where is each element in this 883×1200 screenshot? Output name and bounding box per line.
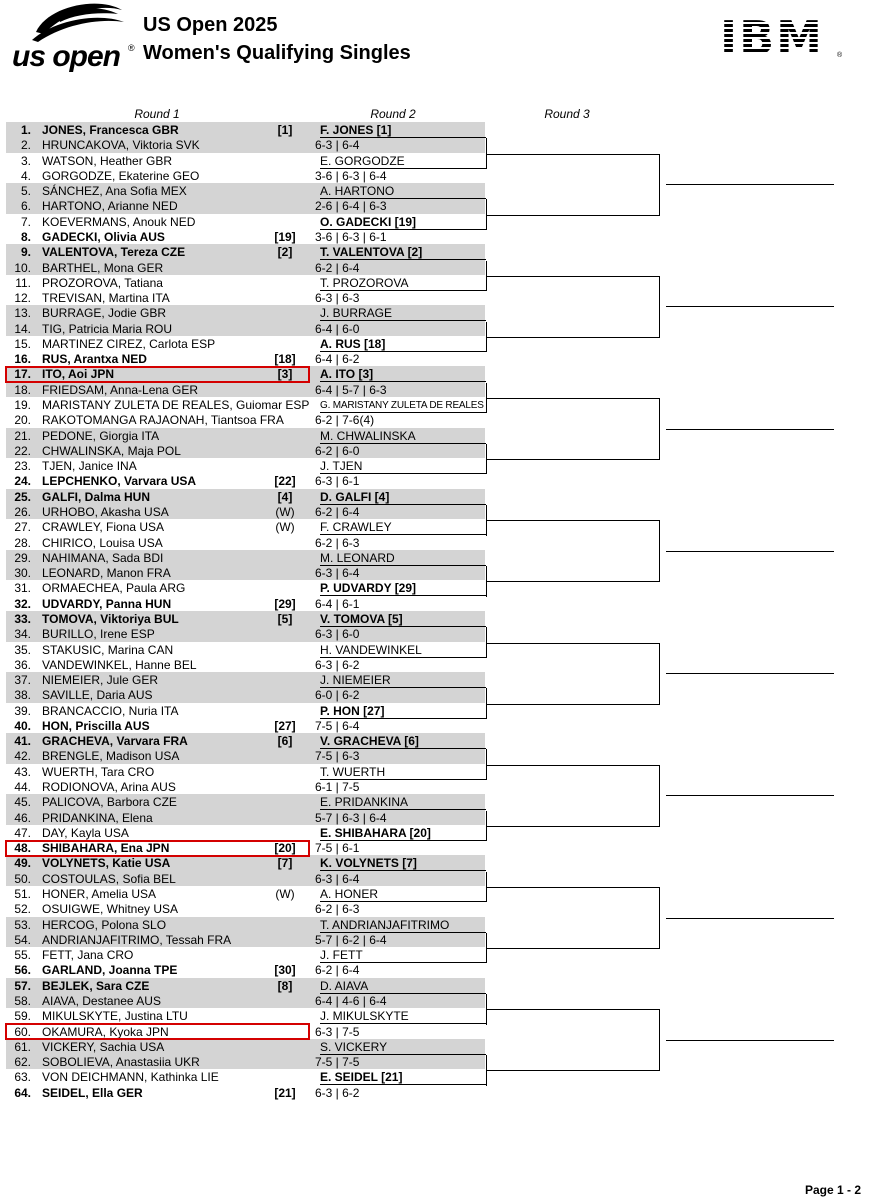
player-seed: [3]	[277, 367, 293, 382]
entry-number: 58.	[14, 993, 31, 1008]
round-2-winner: J. TJEN	[320, 460, 486, 474]
bracket-connector	[486, 704, 659, 705]
entry-number: 32.	[14, 596, 31, 611]
entry-number: 25.	[14, 489, 31, 504]
player-name: VANDEWINKEL, Hanne BEL	[42, 657, 197, 672]
entry-number: 26.	[14, 505, 31, 519]
bracket-connector	[486, 520, 659, 521]
round-2-winner: E. SEIDEL [21]	[320, 1071, 486, 1085]
player-seed: [4]	[277, 489, 293, 504]
player-name: UDVARDY, Panna HUN	[42, 596, 172, 611]
entry-number: 16.	[14, 352, 31, 367]
page-number: Page 1 - 2	[805, 1183, 862, 1197]
entry-number: 27.	[14, 520, 31, 535]
player-name: NAHIMANA, Sada BDI	[42, 550, 164, 565]
player-name: SOBOLIEVA, Anastasiia UKR	[42, 1055, 200, 1070]
round-2-score: 6-3 | 6-4	[315, 138, 360, 153]
round-2-winner: T. ANDRIANJAFITRIMO	[320, 919, 486, 933]
round-2-score: 6-3 | 6-2	[315, 657, 360, 672]
entry-number: 52.	[14, 902, 31, 917]
player-name: HONER, Amelia USA	[42, 887, 157, 901]
round-2-score: 6-1 | 7-5	[315, 780, 360, 795]
round-2-winner: J. MIKULSKYTE	[320, 1010, 486, 1024]
bracket-connector	[486, 337, 659, 338]
round-2-winner: M. LEONARD	[320, 552, 486, 566]
player-name: SEIDEL, Ella GER	[42, 1085, 143, 1100]
bracket-connector	[486, 154, 659, 155]
round-3-slot	[666, 1026, 834, 1041]
round-2-winner: E. GORGODZE	[320, 155, 486, 169]
player-name: OSUIGWE, Whitney USA	[42, 902, 179, 917]
entry-number: 24.	[14, 474, 31, 489]
round-2-score: 6-0 | 6-2	[315, 688, 360, 703]
player-seed: [1]	[277, 123, 293, 137]
entry-number: 23.	[14, 459, 31, 474]
round-3-header: Round 3	[544, 107, 590, 121]
round-2-score: 6-2 | 6-4	[315, 505, 360, 519]
entry-number: 10.	[14, 260, 31, 275]
round-2-score: 6-2 | 6-4	[315, 963, 360, 978]
player-name: CHIRICO, Louisa USA	[42, 535, 163, 550]
entry-number: 15.	[14, 336, 31, 351]
entry-number: 41.	[14, 734, 31, 749]
bracket-connector	[659, 276, 660, 338]
highlight-box	[5, 840, 310, 857]
round-2-score: 6-3 | 6-4	[315, 566, 360, 581]
entry-number: 9.	[20, 245, 31, 260]
player-name: PALICOVA, Barbora CZE	[42, 795, 177, 810]
bracket-connector	[486, 1070, 659, 1071]
player-name: WATSON, Heather GBR	[42, 153, 173, 168]
entry-number: 13.	[14, 306, 31, 321]
round-2-score: 7-5 | 6-1	[315, 841, 360, 856]
player-name: PEDONE, Giorgia ITA	[42, 428, 160, 443]
round-2-winner: P. HON [27]	[320, 705, 486, 719]
entry-number: 46.	[14, 810, 31, 825]
player-seed: [8]	[277, 978, 293, 993]
entry-number: 44.	[14, 780, 31, 795]
player-name: BURILLO, Irene ESP	[42, 627, 155, 642]
player-name: OKAMURA, Kyoka JPN	[42, 1024, 169, 1039]
sponsor-wordmark: IBM	[720, 14, 845, 62]
player-name: BRENGLE, Madison USA	[42, 749, 180, 764]
entry-number: 8.	[20, 229, 31, 244]
player-name: NIEMEIER, Jule GER	[42, 673, 159, 688]
round-2-score: 6-2 | 6-3	[315, 535, 360, 550]
player-seed: [6]	[277, 734, 293, 749]
entry-number: 37.	[14, 673, 31, 688]
entry-number: 45.	[14, 795, 31, 810]
player-name: GRACHEVA, Varvara FRA	[42, 734, 188, 749]
bracket-connector	[486, 398, 659, 399]
bracket-connector	[659, 1009, 660, 1071]
player-name: URHOBO, Akasha USA	[42, 505, 169, 519]
player-seed: (W)	[275, 505, 295, 519]
player-name: SÁNCHEZ, Ana Sofia MEX	[42, 184, 187, 199]
player-seed: [2]	[277, 245, 293, 260]
bracket-connector	[486, 459, 659, 460]
bracket-connector	[659, 154, 660, 216]
round-3-slot	[666, 904, 834, 919]
entry-number: 14.	[14, 321, 31, 336]
player-name: GALFI, Dalma HUN	[42, 489, 151, 504]
player-name: GARLAND, Joanna TPE	[42, 963, 178, 978]
player-name: FRIEDSAM, Anna-Lena GER	[42, 382, 199, 397]
round-2-score: 3-6 | 6-3 | 6-1	[315, 229, 387, 244]
player-name: HON, Priscilla AUS	[42, 718, 150, 733]
player-name: VOLYNETS, Katie USA	[42, 856, 171, 871]
player-seed: [7]	[277, 856, 293, 871]
player-name: TJEN, Janice INA	[42, 459, 137, 474]
logo-wordmark: us open	[12, 40, 121, 73]
player-name: ANDRIANJAFITRIMO, Tessah FRA	[42, 932, 232, 947]
player-name: SHIBAHARA, Ena JPN	[42, 841, 170, 856]
round-2-score: 6-2 | 6-3	[315, 902, 360, 917]
entry-number: 39.	[14, 703, 31, 718]
entry-number: 62.	[14, 1055, 31, 1070]
player-name: AIAVA, Destanee AUS	[42, 993, 161, 1008]
round-2-score: 6-4 | 4-6 | 6-4	[315, 993, 387, 1008]
entry-number: 50.	[14, 871, 31, 886]
event-title: Women's Qualifying Singles	[143, 42, 411, 64]
player-name: WUERTH, Tara CRO	[42, 764, 155, 779]
entry-number: 48.	[14, 841, 31, 856]
player-name: HRUNCAKOVA, Viktoria SVK	[42, 138, 200, 153]
entry-number: 6.	[20, 199, 31, 214]
round-2-score: 7-5 | 7-5	[315, 1055, 360, 1070]
round-2-winner: K. VOLYNETS [7]	[320, 857, 486, 871]
round-2-score: 6-3 | 6-2	[315, 1085, 360, 1100]
entry-number: 63.	[14, 1070, 31, 1085]
round-2-score: 6-4 | 6-0	[315, 321, 360, 336]
round-3-slot	[666, 292, 834, 307]
round-3-slot	[666, 170, 834, 185]
player-name: PRIDANKINA, Elena	[42, 810, 153, 825]
player-name: LEPCHENKO, Varvara USA	[42, 474, 197, 489]
round-2-winner: E. PRIDANKINA	[320, 796, 486, 810]
entry-number: 4.	[20, 168, 31, 183]
player-name: TOMOVA, Viktoriya BUL	[42, 611, 179, 626]
player-seed: [19]	[274, 229, 296, 244]
round-2-winner: H. VANDEWINKEL	[320, 644, 486, 658]
round-2-score: 6-3 | 6-0	[315, 627, 360, 642]
round-2-score: 7-5 | 6-3	[315, 749, 360, 764]
bracket-connector	[486, 887, 659, 888]
player-name: RODIONOVA, Arina AUS	[42, 780, 176, 795]
entry-number: 18.	[14, 382, 31, 397]
round-1-header: Round 1	[134, 107, 180, 121]
player-seed: [30]	[274, 963, 296, 978]
round-2-score: 5-7 | 6-2 | 6-4	[315, 932, 387, 947]
player-seed: [27]	[274, 718, 296, 733]
round-2-winner: A. ITO [3]	[320, 368, 486, 382]
entry-number: 1.	[20, 123, 31, 137]
tournament-title: US Open 2025	[143, 14, 278, 36]
round-2-score: 6-2 | 6-4	[315, 260, 360, 275]
entry-number: 54.	[14, 932, 31, 947]
round-3-slot	[666, 781, 834, 796]
entry-number: 49.	[14, 856, 31, 871]
bracket-connector	[659, 887, 660, 949]
player-name: FETT, Jana CRO	[42, 948, 134, 963]
player-name: BARTHEL, Mona GER	[42, 260, 164, 275]
entry-number: 31.	[14, 581, 31, 596]
entry-number: 3.	[20, 153, 31, 168]
round-2-winner: J. FETT	[320, 949, 486, 963]
round-2-winner: J. NIEMEIER	[320, 674, 486, 688]
round-2-winner: E. SHIBAHARA [20]	[320, 827, 486, 841]
player-seed: [5]	[277, 611, 293, 626]
entry-number: 53.	[14, 917, 31, 932]
entry-number: 29.	[14, 550, 31, 565]
entry-number: 61.	[14, 1039, 31, 1054]
round-2-winner: D. GALFI [4]	[320, 491, 486, 505]
player-name: HERCOG, Polona SLO	[42, 917, 167, 932]
round-2-winner: A. RUS [18]	[320, 338, 486, 352]
player-name: CHWALINSKA, Maja POL	[42, 443, 181, 458]
round-2-winner: D. AIAVA	[320, 980, 486, 994]
player-name: HARTONO, Arianne NED	[42, 199, 178, 214]
round-2-score: 3-6 | 6-3 | 6-4	[315, 168, 387, 183]
round-2-winner: T. PROZOROVA	[320, 277, 486, 291]
round-2-winner: A. HONER	[320, 888, 486, 902]
round-2-winner: F. CRAWLEY	[320, 521, 486, 535]
entry-number: 19.	[14, 398, 31, 413]
player-name: JONES, Francesca GBR	[42, 123, 179, 137]
entry-number: 12.	[14, 291, 31, 306]
entry-number: 20.	[14, 413, 31, 428]
round-2-score: 2-6 | 6-4 | 6-3	[315, 199, 387, 214]
bracket-connector	[486, 276, 659, 277]
entry-number: 43.	[14, 764, 31, 779]
bracket-connector	[659, 765, 660, 827]
round-2-score: 6-4 | 6-1	[315, 596, 360, 611]
player-name: LEONARD, Manon FRA	[42, 566, 171, 581]
entry-number: 34.	[14, 627, 31, 642]
round-2-winner: V. GRACHEVA [6]	[320, 735, 486, 749]
player-seed: (W)	[275, 887, 295, 901]
player-name: ORMAECHEA, Paula ARG	[42, 581, 186, 596]
player-name: BURRAGE, Jodie GBR	[42, 306, 167, 321]
entry-number: 42.	[14, 749, 31, 764]
entry-number: 33.	[14, 611, 31, 626]
round-2-winner: V. TOMOVA [5]	[320, 613, 486, 627]
round-2-score: 6-4 | 6-2	[315, 352, 360, 367]
player-seed: [22]	[274, 474, 296, 489]
round-2-score: 6-2 | 7-6(4)	[315, 413, 375, 428]
entry-number: 11.	[15, 275, 31, 290]
bracket-connector	[486, 826, 659, 827]
player-name: ITO, Aoi JPN	[42, 367, 115, 382]
entry-number: 51.	[14, 887, 31, 901]
round-2-score: 6-2 | 6-0	[315, 443, 360, 458]
player-name: MARISTANY ZULETA DE REALES, Guiomar ESP	[42, 398, 310, 413]
entry-number: 36.	[14, 657, 31, 672]
bracket-connector	[486, 948, 659, 949]
player-name: COSTOULAS, Sofia BEL	[42, 871, 176, 886]
player-name: TREVISAN, Martina ITA	[42, 291, 170, 306]
sponsor-registered-mark: ®	[837, 52, 843, 59]
bracket-connector	[486, 581, 659, 582]
player-name: GORGODZE, Ekaterine GEO	[42, 168, 200, 183]
player-name: BEJLEK, Sara CZE	[42, 978, 150, 993]
player-name: VALENTOVA, Tereza CZE	[42, 245, 186, 260]
entry-number: 35.	[14, 642, 31, 657]
round-2-winner: O. GADECKI [19]	[320, 216, 486, 230]
player-name: PROZOROVA, Tatiana	[42, 275, 163, 290]
player-name: KOEVERMANS, Anouk NED	[42, 214, 196, 229]
player-name: VICKERY, Sachia USA	[42, 1039, 165, 1054]
round-2-score: 6-3 | 6-3	[315, 291, 360, 306]
round-2-winner: G. MARISTANY ZULETA DE REALES	[320, 399, 486, 413]
bracket-connector	[659, 398, 660, 460]
entry-number: 7.	[20, 214, 31, 229]
player-name: GADECKI, Olivia AUS	[42, 229, 165, 244]
player-name: RUS, Arantxa NED	[42, 352, 147, 367]
player-name: MIKULSKYTE, Justina LTU	[42, 1009, 188, 1024]
entry-number: 40.	[14, 718, 31, 733]
entry-number: 5.	[20, 184, 31, 199]
round-2-winner: P. UDVARDY [29]	[320, 582, 486, 596]
round-2-winner: F. JONES [1]	[320, 124, 486, 138]
bracket-connector	[659, 643, 660, 705]
entry-number: 30.	[14, 566, 31, 581]
player-name: STAKUSIC, Marina CAN	[42, 642, 174, 657]
round-2-winner: T. WUERTH	[320, 766, 486, 780]
player-name: MARTINEZ CIREZ, Carlota ESP	[42, 336, 216, 351]
highlight-box	[5, 366, 310, 383]
round-2-score: 6-3 | 6-4	[315, 871, 360, 886]
round-2-score: 6-3 | 7-5	[315, 1024, 360, 1039]
bracket-connector	[486, 215, 659, 216]
player-name: RAKOTOMANGA RAJAONAH, Tiantsoa FRA	[42, 413, 284, 428]
round-2-winner: T. VALENTOVA [2]	[320, 246, 486, 260]
round-2-score: 5-7 | 6-3 | 6-4	[315, 810, 387, 825]
round-2-winner: S. VICKERY	[320, 1041, 486, 1055]
round-2-score: 7-5 | 6-4	[315, 718, 360, 733]
player-seed: (W)	[275, 520, 295, 535]
highlight-box	[5, 1023, 310, 1040]
player-name: CRAWLEY, Fiona USA	[42, 520, 165, 535]
entry-number: 57.	[14, 978, 31, 993]
bracket-connector	[659, 520, 660, 582]
round-2-score: 6-3 | 6-1	[315, 474, 360, 489]
entry-number: 64.	[14, 1085, 31, 1100]
round-2-winner: A. HARTONO	[320, 185, 486, 199]
player-seed: [29]	[274, 596, 296, 611]
round-2-winner: M. CHWALINSKA	[320, 430, 486, 444]
player-seed: [18]	[274, 352, 296, 367]
player-name: VON DEICHMANN, Kathinka LIE	[42, 1070, 219, 1085]
round-2-score: 6-4 | 5-7 | 6-3	[315, 382, 387, 397]
entry-number: 21.	[14, 428, 31, 443]
bracket-connector	[486, 643, 659, 644]
entry-number: 22.	[14, 443, 31, 458]
player-seed: [20]	[274, 841, 296, 856]
entry-number: 47.	[14, 825, 31, 840]
round-2-header: Round 2	[370, 107, 416, 121]
entry-number: 60.	[14, 1024, 31, 1039]
player-name: SAVILLE, Daria AUS	[42, 688, 153, 703]
entry-number: 55.	[14, 948, 31, 963]
bracket-connector	[486, 765, 659, 766]
entry-number: 17.	[14, 367, 31, 382]
player-name: TIG, Patricia Maria ROU	[42, 321, 173, 336]
player-name: DAY, Kayla USA	[42, 825, 129, 840]
round-3-slot	[666, 415, 834, 430]
entry-number: 2.	[20, 138, 31, 153]
bracket-connector	[486, 1009, 659, 1010]
entry-number: 28.	[14, 535, 31, 550]
entry-number: 56.	[14, 963, 31, 978]
player-name: BRANCACCIO, Nuria ITA	[42, 703, 179, 718]
logo-registered-mark: ®	[128, 43, 135, 53]
player-seed: [21]	[274, 1085, 296, 1100]
entry-number: 59.	[14, 1009, 31, 1024]
round-3-slot	[666, 537, 834, 552]
entry-number: 38.	[14, 688, 31, 703]
round-3-slot	[666, 659, 834, 674]
round-2-winner: J. BURRAGE	[320, 307, 486, 321]
